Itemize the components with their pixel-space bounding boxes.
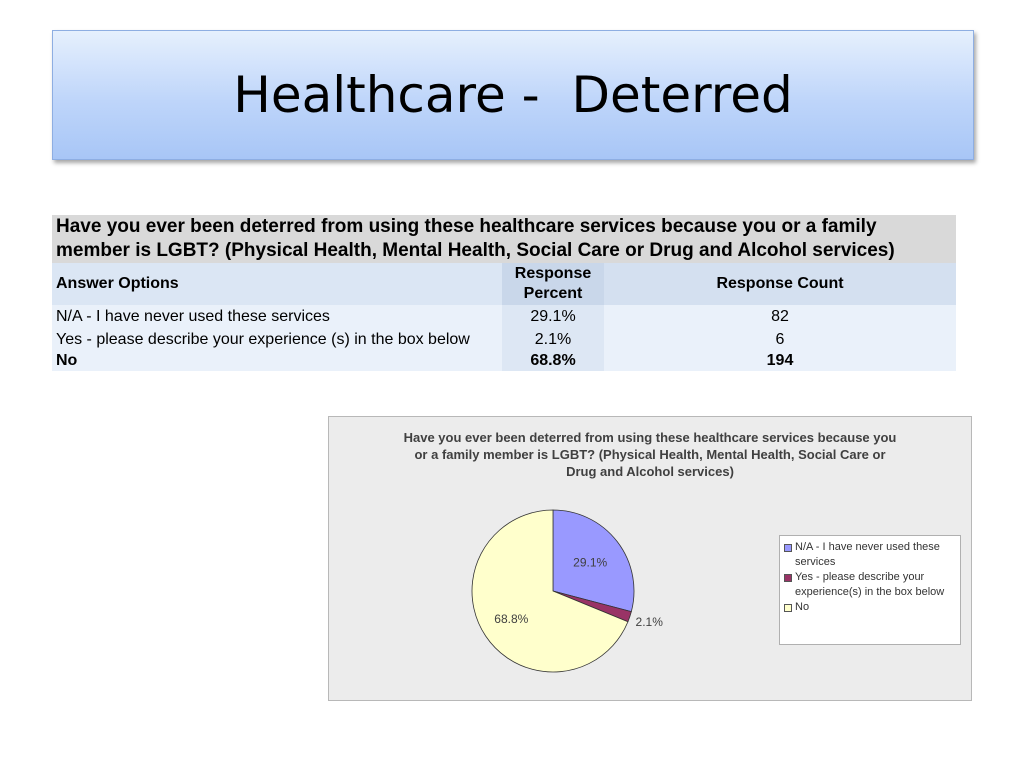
data-label: 2.1%	[635, 614, 663, 629]
header-response-count: Response Count	[604, 263, 956, 305]
legend-item	[784, 540, 956, 570]
header-response-percent: Response Percent	[502, 263, 604, 305]
answer-cell: Yes - please describe your experience (s) in the box below	[52, 328, 502, 351]
answer-cell: N/A - I have never used these services	[52, 305, 502, 328]
legend-label: N/A - I have never used these services	[795, 541, 940, 568]
legend-item	[784, 600, 956, 615]
table-row	[52, 305, 956, 328]
header-answer-options: Answer Options	[52, 263, 502, 305]
legend-swatch	[784, 574, 792, 582]
chart-title: Have you ever been deterred from using these healthcare services because you or a family member is LGBT? (Physical Health, Mental Health, Social Care or Drug and Alcohol services)	[403, 430, 897, 479]
pie-chart-panel	[328, 416, 972, 701]
header-row	[52, 263, 956, 305]
legend-item	[784, 570, 956, 600]
data-label: 68.8%	[494, 612, 529, 626]
legend-label: No	[795, 601, 810, 613]
count-cell: 6	[604, 328, 956, 351]
table-row	[52, 351, 956, 371]
question-row	[52, 215, 956, 263]
question-text: Have you ever been deterred from using these healthcare services because you or a family member is LGBT? (Physical Health, Mental Health, Social Care or Drug and Alcohol services)	[52, 215, 956, 263]
legend-swatch	[784, 604, 792, 612]
table-row	[52, 328, 956, 351]
slide-title-banner	[52, 30, 974, 160]
survey-results-table	[52, 215, 956, 371]
chart-legend	[779, 535, 961, 645]
percent-cell: 29.1%	[502, 305, 604, 328]
legend-label: Yes - please describe your experience(s) in the box below	[795, 571, 945, 598]
count-cell: 194	[604, 351, 956, 371]
percent-cell: 2.1%	[502, 328, 604, 351]
answer-cell: No	[52, 351, 502, 371]
data-label: 29.1%	[573, 555, 608, 570]
percent-cell: 68.8%	[502, 351, 604, 371]
slide-title: Healthcare - Deterred	[233, 66, 793, 124]
count-cell: 82	[604, 305, 956, 328]
legend-swatch	[784, 544, 792, 552]
